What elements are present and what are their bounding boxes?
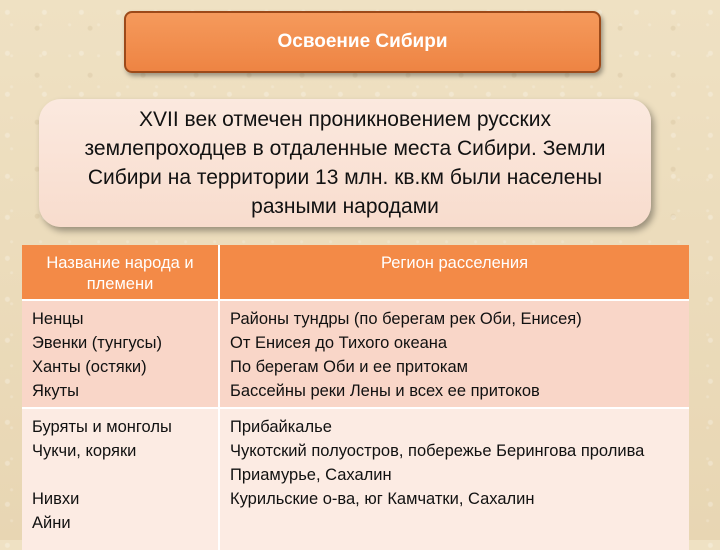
peoples-cell (22, 300, 219, 408)
people-name: Буряты и монголы (32, 418, 172, 436)
slide-title (124, 11, 601, 73)
table-row (22, 300, 689, 408)
regions-cell (219, 300, 689, 408)
region-name: Курильские о-ва, юг Камчатки, Сахалин (230, 490, 535, 508)
peoples-cell (22, 408, 219, 550)
intro-callout (39, 99, 651, 227)
region-name: Районы тундры (по берегам рек Оби, Енисея) (230, 310, 582, 328)
table-header-row (22, 245, 689, 300)
peoples-table (22, 245, 689, 550)
slide-title-text: Освоение Сибири (277, 31, 448, 52)
people-name: Чукчи, коряки (32, 442, 137, 460)
regions-cell (219, 408, 689, 550)
header-people: Название народа и племени (22, 245, 219, 300)
people-name: Ханты (остяки) (32, 358, 147, 376)
region-name: По берегам Оби и ее притокам (230, 358, 468, 376)
region-name: От Енисея до Тихого океана (230, 334, 448, 352)
region-name: Чукотский полуостров, побережье Берингова пролива (230, 442, 645, 460)
people-name: Эвенки (тунгусы) (32, 334, 163, 352)
people-name: Ненцы (32, 310, 84, 328)
header-region: Регион расселения (219, 245, 689, 300)
table-row (22, 408, 689, 550)
people-name: Айни (32, 514, 71, 532)
region-name: Прибайкалье (230, 418, 332, 436)
spacer (32, 463, 210, 487)
people-name: Якуты (32, 382, 79, 400)
region-name: Приамурье, Сахалин (230, 466, 392, 484)
people-name: Нивхи (32, 490, 80, 508)
region-name: Бассейны реки Лены и всех ее притоков (230, 382, 540, 400)
intro-text: XVII век отмечен проникновением русских землепроходцев в отдаленные места Сибири. Земли Сибири на территории 13 млн. кв.км были населены разными народами (84, 108, 606, 218)
